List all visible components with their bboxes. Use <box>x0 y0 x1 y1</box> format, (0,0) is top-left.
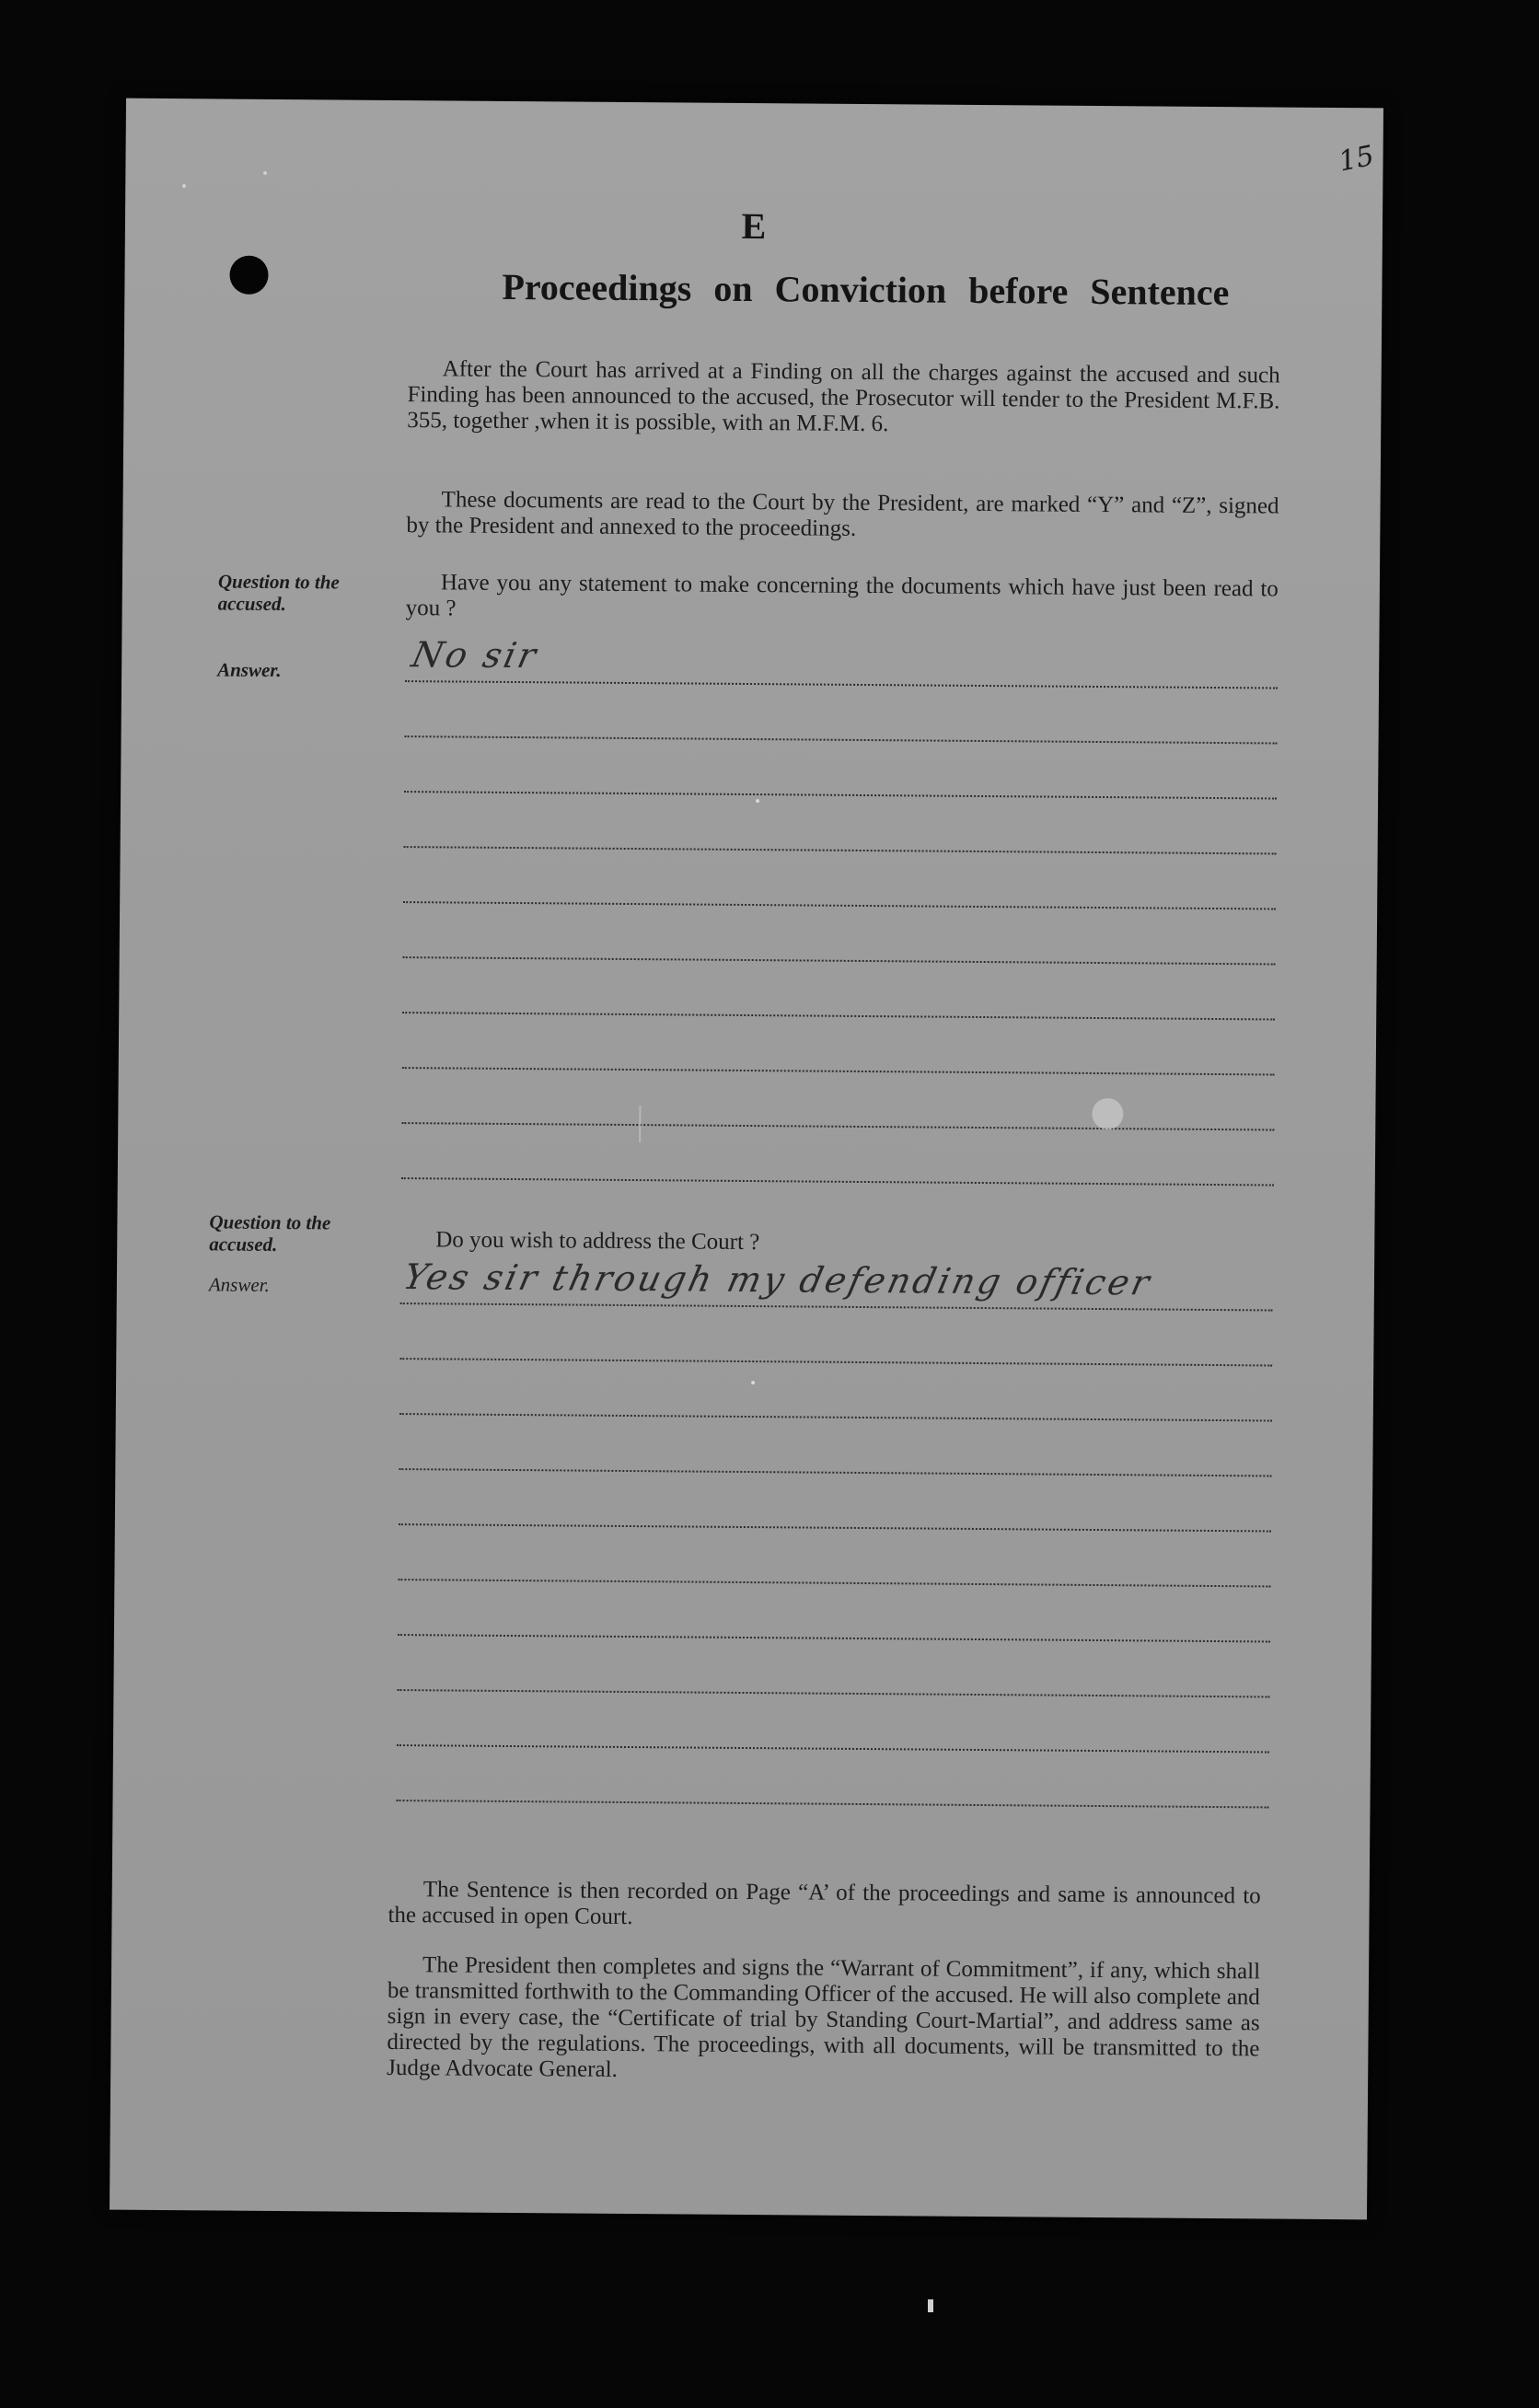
page-number: 15 <box>1336 139 1377 179</box>
question-label-2: Question to the accused. <box>209 1210 331 1256</box>
question-label-1: Question to the accused. <box>217 570 340 616</box>
answer-2-line <box>399 1468 1271 1476</box>
punch-hole <box>229 256 268 295</box>
dust-speck <box>263 171 267 175</box>
answer-1-line <box>402 1067 1275 1075</box>
intro-paragraph-1: After the Court has arrived at a Finding on all the charges against the accused and such Finding has been announced to the accused, the Prosecutor will tender to the President M.F.B. 355, together ,when it is possible, with an M.F.M. 6. <box>407 356 1280 437</box>
fold-mark <box>639 1106 641 1142</box>
answer-1-line <box>401 1122 1274 1130</box>
answer-1-line <box>405 735 1278 744</box>
answer-1-line <box>405 680 1278 689</box>
answer-1-line <box>404 791 1277 799</box>
answer-label-2: Answer. <box>208 1273 270 1296</box>
dust-speck <box>751 1381 755 1384</box>
answer-2-line <box>398 1634 1270 1642</box>
section-letter: E <box>741 204 767 248</box>
intro-paragraph-2: These documents are read to the Court by the President, are marked “Y” and “Z”, signed by the President and annexed to the proceedings. <box>406 487 1279 541</box>
answer-1-line <box>404 846 1277 854</box>
answer-2-line <box>399 1413 1272 1421</box>
answer-2-handwriting: Yes sir through my defending officer <box>399 1256 1156 1303</box>
answer-2-line <box>398 1579 1270 1587</box>
answer-1-handwriting: No sir <box>408 634 543 677</box>
answer-2-line <box>397 1689 1269 1697</box>
question-1-text: Have you any statement to make concerning the documents which have just been read to you ? <box>405 570 1279 621</box>
smudge-mark <box>1092 1098 1123 1129</box>
answer-1-line <box>402 1012 1275 1020</box>
form-page <box>110 98 1383 2220</box>
answer-1-line <box>401 1177 1274 1186</box>
answer-1-line <box>403 901 1276 909</box>
question-2-text: Do you wish to address the Court ? <box>435 1227 760 1256</box>
answer-1-line <box>403 956 1276 965</box>
page-title: Proceedings on Conviction before Sentence <box>502 265 1230 314</box>
answer-2-line <box>397 1744 1269 1753</box>
dust-speck <box>928 2299 933 2312</box>
answer-2-line <box>400 1302 1273 1311</box>
closing-paragraph-2: The President then completes and signs the “Warrant of Commitment”, if any, which shall be transmitted forthwith to the Commanding Officer of the accused. He will also complete and sign in every case, the “Certificate of trial by Standing Court-Martial”, and address same as directed by the regulations. The proceedings, with all documents, will be transmitted to the Judge Advocate General. <box>387 1952 1261 2082</box>
answer-2-line <box>399 1523 1271 1532</box>
answer-label-1: Answer. <box>217 658 282 682</box>
answer-2-line <box>397 1800 1269 1808</box>
dust-speck <box>756 799 759 803</box>
closing-paragraph-1: The Sentence is then recorded on Page “A’ of the proceedings and same is announced to the accused in open Court. <box>388 1877 1261 1930</box>
answer-2-line <box>399 1358 1272 1366</box>
dust-speck <box>182 184 186 188</box>
